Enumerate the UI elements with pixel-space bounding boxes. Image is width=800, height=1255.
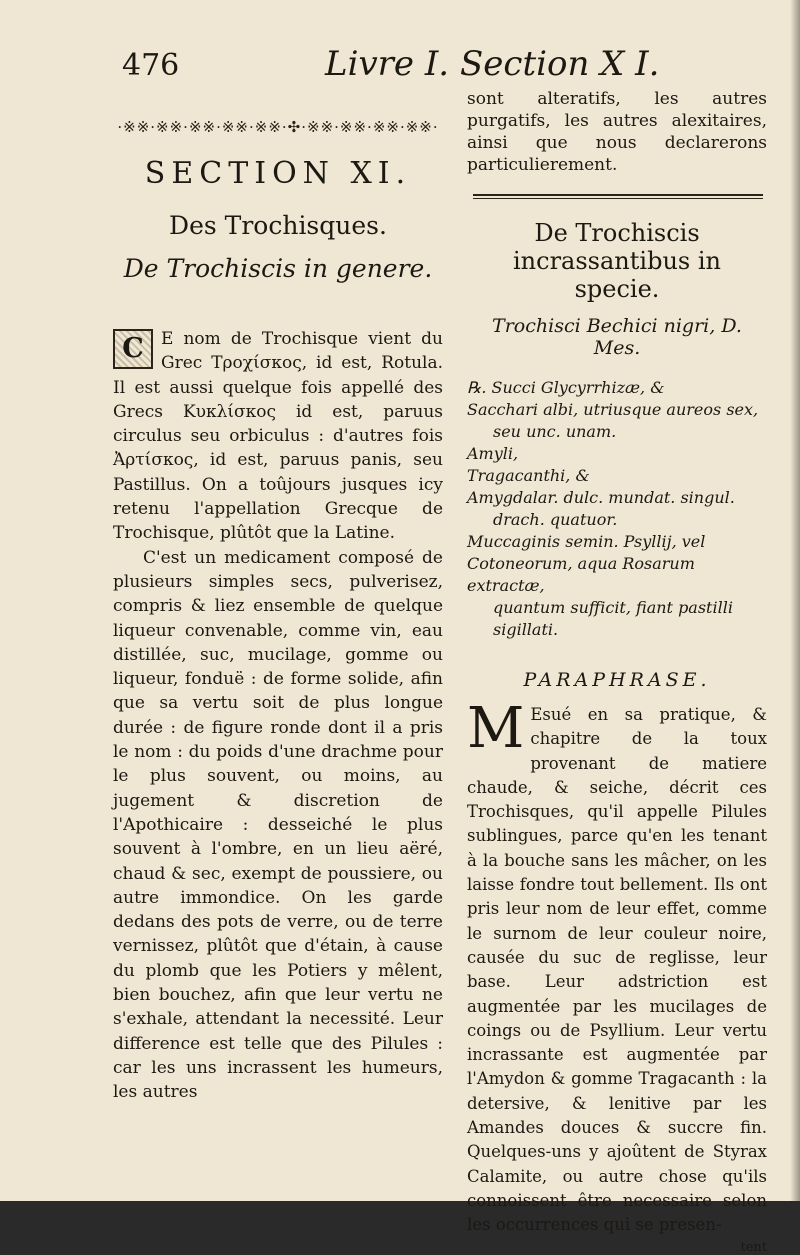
paragraph-1-text: E nom de Trochisque vient du Grec Τροχίσκος, id est, Rotula. Il est aussi quelque fois appellé des Grecs Κυκλίσκος id est, paruus circulus seu orbiculus : d'autres fois Ἀρτίσκος, id est, paruus panis, seu Pastillus. On a toûjours jusques icy retenu l'appellation Grecque de Trochisque, plûtôt que la Latine.	[113, 329, 443, 544]
section-title-latin: De Trochiscis incrassantibus in specie.	[513, 219, 721, 303]
recipe-line: Amygdalar. dulc. mundat. singul.	[467, 488, 735, 507]
page-number: 476	[122, 48, 180, 83]
formula-title: Trochisci Bechici nigri, D. Mes.	[492, 315, 742, 359]
recipe-line: drach. quatuor.	[493, 510, 618, 529]
paragraph-2: C'est un medicament composé de plusieurs simples secs, pulverisez, compris & liez ensemble de quelque liqueur convenable, comme vin, eau distillée, suc, mucilage, gomme ou liqueur, fonduë : de forme solide, afin que sa vertu soit de plus longue durée : de figure ronde dont il a pris le nom : du poids d'une drachme pour le plus souvent, ou moins, au jugement & discretion de l'Apothicaire : desseiché le plus souvent à l'ombre, en un lieu aëré, chaud & sec, exempt de poussiere, ou autre immondice. On les garde dedans des pots de verre, ou de terre vernissez, plûtôt que d'étain, à cause du plomb que les Potiers y mêlent, bien bouchez, afin que leur vertu ne s'exhale, attendant la necessité. Leur difference est telle que des Pilules : car les uns incrassent les humeurs, les autres	[113, 547, 443, 1103]
dropcap-m: M	[467, 696, 525, 761]
paraphrase-heading: PARAPHRASE.	[523, 669, 711, 691]
recipe-line: ℞. Succi Glycyrrhizæ, &	[467, 378, 665, 397]
recipe-line: Amyli,	[467, 444, 519, 463]
running-title-right: Section X I.	[460, 44, 660, 84]
divider-rule-thin	[473, 198, 763, 199]
continued-text: sont alteratifs, les autres purgatifs, les autres alexitaires, ainsi que nous declarerons particulierement.	[467, 89, 767, 175]
section-heading: SECTION XI.	[144, 156, 412, 191]
recipe-line: sigillati.	[493, 620, 559, 639]
latin-title: De Trochiscis in genere.	[123, 254, 433, 283]
recipe	[467, 377, 767, 641]
paragraph-1	[113, 327, 443, 546]
recipe-line: Tragacanthi, &	[467, 466, 590, 485]
ornament-band: ·※※·※※·※※·※※·※※·✣·※※·※※·※※·※※·	[117, 118, 439, 136]
recipe-line: seu unc. unam.	[493, 422, 617, 441]
right-column	[467, 88, 767, 1255]
paraphrase-text: Esué en sa pratique, & chapitre de la toux provenant de matiere chaude, & seiche, décrit ces Trochisques, qu'il appelle Pilules sublingues, parce qu'en les tenant à la bouche sans les mâcher, on les laisse fondre tout bellement. Ils ont pris leur nom de leur effet, comme le surnom de leur couleur noire, causée du suc de reglisse, leur base. Leur adstriction est augmentée par les mucilages de coings ou de Psyllium. Leur vertu incrassante est augmentée par l'Amydon & gomme Tragacanth : la detersive, & lenitive par les Amandes douces & succre fin. Quelques-uns y ajoûtent de Styrax Calamite, ou autre chose qu'ils connoissent être necessaire selon les occurrences qui se presen-	[467, 705, 767, 1235]
left-body	[113, 327, 443, 1105]
french-title: Des Trochisques.	[169, 211, 387, 240]
catchword: tent	[740, 1239, 767, 1255]
running-title-left: Livre I.	[325, 44, 450, 84]
paraphrase-body	[467, 696, 767, 1238]
recipe-line: quantum sufficit, fiant pastilli	[493, 598, 733, 617]
left-column	[113, 88, 443, 1105]
divider-rule	[473, 194, 763, 196]
dropcap-c: C	[113, 329, 153, 369]
recipe-line: Sacchari albi, utriusque aureos sex,	[467, 400, 759, 419]
recipe-line: Muccaginis semin. Psyllij, vel Cotoneorum, aqua Rosarum extractæ,	[467, 532, 706, 595]
running-head	[0, 44, 800, 84]
